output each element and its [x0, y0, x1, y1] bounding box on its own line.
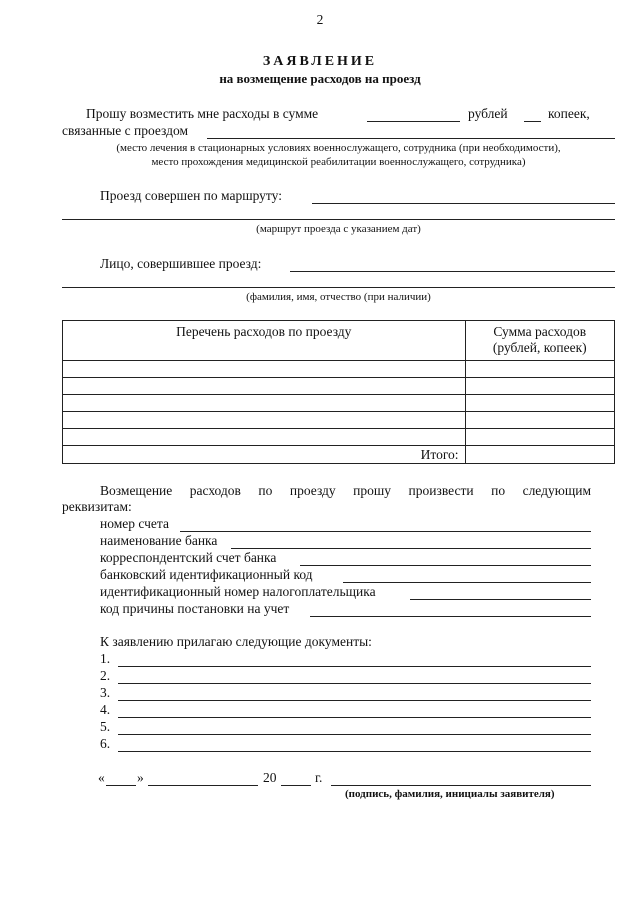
person-note: (фамилия, имя, отчество (при наличии) [246, 291, 431, 303]
attachment-field-2[interactable] [118, 683, 591, 684]
bank-name-label: наименование банка [100, 533, 218, 548]
expense-cell[interactable] [63, 429, 466, 446]
page-number: 2 [316, 12, 324, 27]
account-number-field[interactable] [180, 531, 591, 532]
header-expense-list: Перечень расходов по проезду [63, 321, 466, 361]
attachment-field-6[interactable] [118, 751, 591, 752]
date-year-prefix: 20 [263, 770, 277, 785]
table-row [63, 412, 615, 429]
total-sum-cell[interactable] [465, 446, 614, 464]
bic-field[interactable] [343, 582, 591, 583]
attachment-number: 3. [100, 685, 111, 700]
inn-field[interactable] [410, 599, 591, 600]
document-subtitle: на возмещение расходов на проезд [219, 71, 421, 86]
document-title: ЗАЯВЛЕНИЕ [262, 54, 378, 69]
date-year-field[interactable] [281, 785, 311, 786]
attachment-number: 5. [100, 719, 111, 734]
bic-label: банковский идентификационный код [100, 567, 313, 582]
sum-cell[interactable] [465, 378, 614, 395]
signature-note: (подпись, фамилия, инициалы заявителя) [345, 788, 555, 800]
inn-label: идентификационный номер налогоплательщика [100, 584, 376, 599]
sum-cell[interactable] [465, 412, 614, 429]
expense-cell[interactable] [63, 361, 466, 378]
corr-account-label: корреспондентский счет банка [100, 550, 277, 565]
expenses-table [62, 320, 615, 464]
sum-cell[interactable] [465, 429, 614, 446]
person-field-line-2[interactable] [62, 287, 615, 288]
table-header-row [63, 321, 615, 361]
attachment-number: 1. [100, 651, 111, 666]
kopecks-label: копеек, [548, 106, 590, 121]
header-sum-line-2: (рублей, копеек) [492, 340, 587, 355]
destination-note-1: (место лечения в стационарных условиях военнослужащего, сотрудника (при необходимости), [116, 142, 561, 154]
bank-name-field[interactable] [231, 548, 591, 549]
expense-cell[interactable] [63, 378, 466, 395]
date-quote-open: « [98, 770, 105, 785]
requisites-intro-2: реквизитам: [62, 499, 132, 514]
date-year-suffix: г. [315, 770, 323, 785]
date-month-field[interactable] [148, 785, 258, 786]
destination-field[interactable] [207, 138, 615, 139]
route-note: (маршрут проезда с указанием дат) [256, 223, 421, 235]
sum-cell[interactable] [465, 395, 614, 412]
request-text: Прошу возместить мне расходы в сумме [86, 106, 319, 121]
table-row [63, 361, 615, 378]
requisites-intro: Возмещение расходов по проезду прошу произвести по следующим [100, 483, 591, 498]
date-day-field[interactable] [106, 785, 136, 786]
account-number-label: номер счета [100, 516, 169, 531]
kpp-label: код причины постановки на учет [100, 601, 290, 616]
table-row [63, 378, 615, 395]
attachment-number: 2. [100, 668, 111, 683]
attachment-number: 4. [100, 702, 111, 717]
date-quote-close: » [137, 770, 144, 785]
attachments-label: К заявлению прилагаю следующие документы: [100, 634, 372, 649]
sum-cell[interactable] [465, 361, 614, 378]
attachment-field-4[interactable] [118, 717, 591, 718]
header-sum-line-1: Сумма расходов [493, 324, 587, 339]
attachment-field-5[interactable] [118, 734, 591, 735]
amount-rubles-field[interactable] [367, 121, 460, 122]
expense-cell[interactable] [63, 412, 466, 429]
expense-cell[interactable] [63, 395, 466, 412]
attachment-field-1[interactable] [118, 666, 591, 667]
table-row [63, 395, 615, 412]
table-total-row [63, 446, 615, 464]
route-field-line-2[interactable] [62, 219, 615, 220]
person-label: Лицо, совершившее проезд: [100, 256, 262, 271]
header-expense-sum [465, 321, 614, 361]
person-field[interactable] [290, 271, 615, 272]
destination-note-2: место прохождения медицинской реабилитации военнослужащего, сотрудника) [151, 156, 526, 168]
kpp-field[interactable] [310, 616, 591, 617]
attachment-number: 6. [100, 736, 111, 751]
route-field[interactable] [312, 203, 615, 204]
rubles-label: рублей [468, 106, 508, 121]
table-row [63, 429, 615, 446]
attachment-field-3[interactable] [118, 700, 591, 701]
corr-account-field[interactable] [300, 565, 591, 566]
total-label: Итого: [63, 446, 466, 464]
request-destination-label: связанные с проездом [62, 123, 189, 138]
signature-field[interactable] [331, 785, 591, 786]
route-label: Проезд совершен по маршруту: [100, 188, 282, 203]
amount-kopecks-field[interactable] [524, 121, 541, 122]
